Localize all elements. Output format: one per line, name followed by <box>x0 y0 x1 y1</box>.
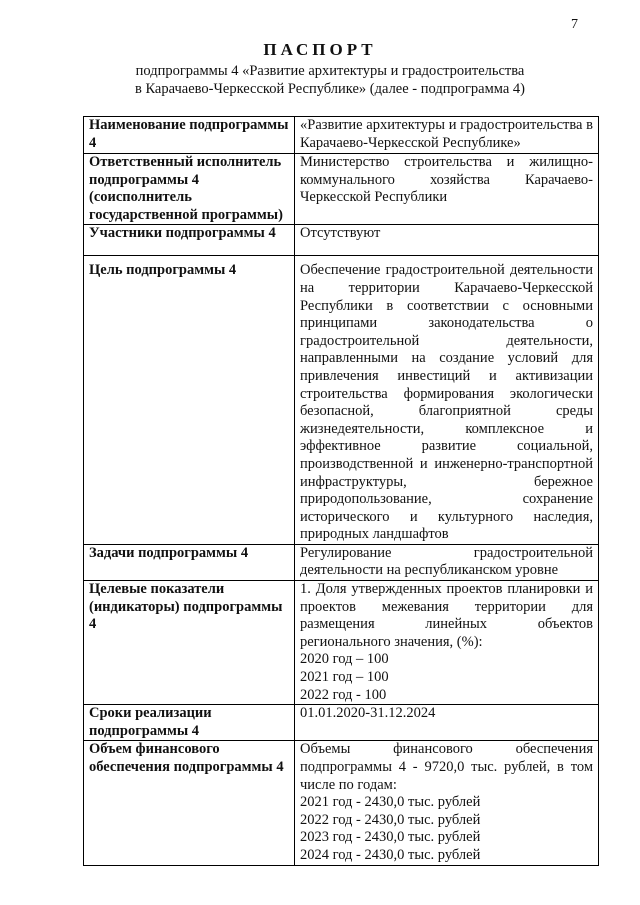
row-participants-label: Участники подпрограммы 4 <box>84 225 295 256</box>
page-number: 7 <box>571 17 578 32</box>
row-tasks-value: Регулирование градостроительной деятельности на республиканском уровне <box>295 544 599 580</box>
row-terms-label: Сроки реализации подпрограммы 4 <box>84 705 295 741</box>
row-indicators-value <box>295 581 599 705</box>
row-tasks <box>84 544 599 580</box>
row-name-value: «Развитие архитектуры и градостроительства в Карачаево-Черкесской Республике» <box>295 117 599 154</box>
row-goal-value: Обеспечение градостроительной деятельности на территории Карачаево-Черкесской Республики в соответствии с основными принципами законодательства о градостроительной деятельности, направленными на создание условий для привлечения инвестиций и активизации строительства формирования экологически безопасной, благоприятной среды жизнедеятельности, комплексное и эффективное развитие социальной, производственной и инженерно-транспортной инфраструктуры, бережное природопользование, сохранение исторического и культурного наследия, природных ландшафтов <box>295 256 599 545</box>
row-indicators <box>84 581 599 705</box>
row-indicators-label: Целевые показатели (индикаторы) подпрограммы 4 <box>84 581 295 705</box>
row-goal-label: Цель подпрограммы 4 <box>84 256 295 545</box>
funding-year-line: 2023 год - 2430,0 тыс. рублей <box>300 829 481 846</box>
subtitle-line-1: подпрограммы 4 «Развитие архитектуры и градостроительства <box>135 63 525 79</box>
indicator-year-line: 2022 год - 100 <box>300 686 387 703</box>
indicators-text: 1. Доля утвержденных проектов планировки и проектов межевания территории для размещения линейных объектов регионального значения, (%): <box>300 581 593 650</box>
document-subtitle <box>110 62 550 98</box>
funding-text: Объемы финансового обеспечения подпрограммы 4 - 9720,0 тыс. рублей, в том числе по годам: <box>300 741 593 793</box>
passport-table <box>83 116 599 866</box>
row-participants-value: Отсутствуют <box>295 225 599 256</box>
funding-year-line: 2022 год - 2430,0 тыс. рублей <box>300 811 481 828</box>
row-terms-value: 01.01.2020-31.12.2024 <box>295 705 599 741</box>
row-executor-value: Министерство строительства и жилищно-коммунального хозяйства Карачаево-Черкесской Республики <box>295 154 599 225</box>
document-title: ПАСПОРТ <box>263 40 377 59</box>
subtitle-line-2: в Карачаево-Черкесской Республике» (далее - подпрограмма 4) <box>134 81 526 97</box>
row-funding <box>84 741 599 865</box>
indicator-year-line: 2021 год – 100 <box>300 669 389 686</box>
row-funding-value <box>295 741 599 865</box>
row-name-label: Наименование подпрограммы 4 <box>84 117 295 154</box>
row-participants <box>84 225 599 256</box>
funding-year-line: 2024 год - 2430,0 тыс. рублей <box>300 846 481 863</box>
row-goal <box>84 256 599 545</box>
funding-year-line: 2021 год - 2430,0 тыс. рублей <box>300 794 481 811</box>
row-funding-label: Объем финансового обеспечения подпрограммы 4 <box>84 741 295 865</box>
row-executor <box>84 154 599 225</box>
row-tasks-label: Задачи подпрограммы 4 <box>84 544 295 580</box>
row-name <box>84 117 599 154</box>
row-terms <box>84 705 599 741</box>
row-executor-label: Ответственный исполнитель подпрограммы 4 (соисполнитель государственной программы) <box>84 154 295 225</box>
indicator-year-line: 2020 год – 100 <box>300 651 389 668</box>
